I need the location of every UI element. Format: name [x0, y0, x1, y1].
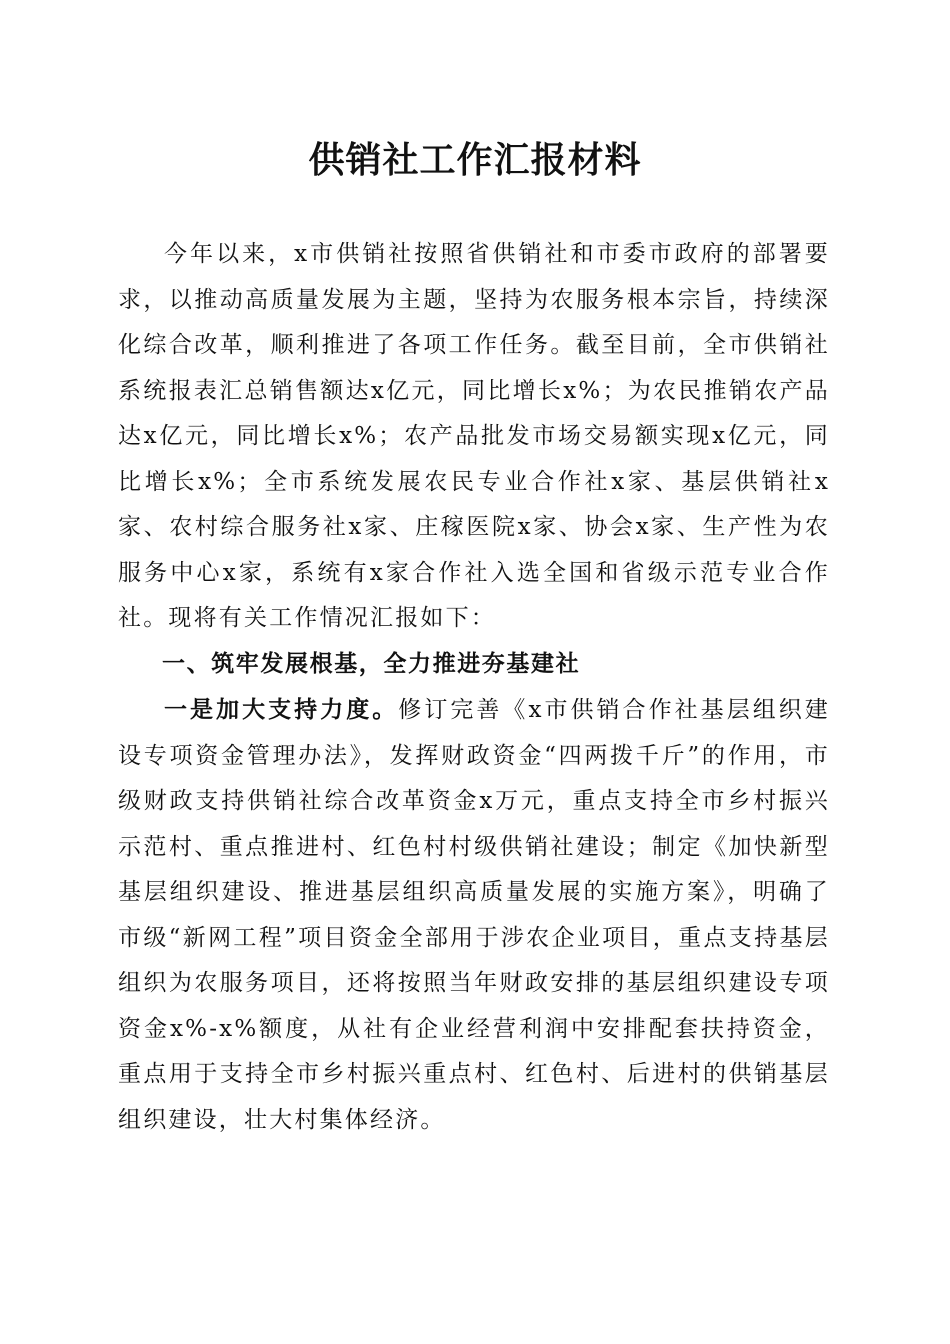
- paragraph-body: 修订完善《x市供销合作社基层组织建设专项资金管理办法》，发挥财政资金“四两拨千斤”的作用，市级财政支持供销社综合改革资金x万元，重点支持全市乡村振兴示范村、重点推进村、红色村村级供销社建设；制定《加快新型基层组织建设、推进基层组织高质量发展的实施方案》，明确了市级“新网工程”项目资金全部用于涉农企业项目，重点支持基层组织为农服务项目，还将按照当年财政安排的基层组织建设专项资金x%-x%额度，从社有企业经营利润中安排配套扶持资金，重点用于支持全市乡村振兴重点村、红色村、后进村的供销基层组织建设，壮大村集体经济。: [118, 697, 830, 1133]
- section-paragraph: [118, 687, 830, 1143]
- intro-paragraph: 今年以来，x市供销社按照省供销社和市委市政府的部署要求，以推动高质量发展为主题，坚持为农服务根本宗旨，持续深化综合改革，顺利推进了各项工作任务。截至目前，全市供销社系统报表汇总销售额达x亿元，同比增长x%；为农民推销农产品达x亿元，同比增长x%；农产品批发市场交易额实现x亿元，同比增长x%；全市系统发展农民专业合作社x家、基层供销社x家、农村综合服务社x家、庄稼医院x家、协会x家、生产性为农服务中心x家，系统有x家合作社入选全国和省级示范专业合作社。现将有关工作情况汇报如下：: [118, 241, 830, 631]
- document-body: [118, 232, 830, 1143]
- document-title: 供销社工作汇报材料: [308, 139, 642, 181]
- paragraph-lead: 一是加大支持力度。: [164, 696, 399, 723]
- section-heading: 一、筑牢发展根基，全力推进夯基建社: [162, 650, 581, 677]
